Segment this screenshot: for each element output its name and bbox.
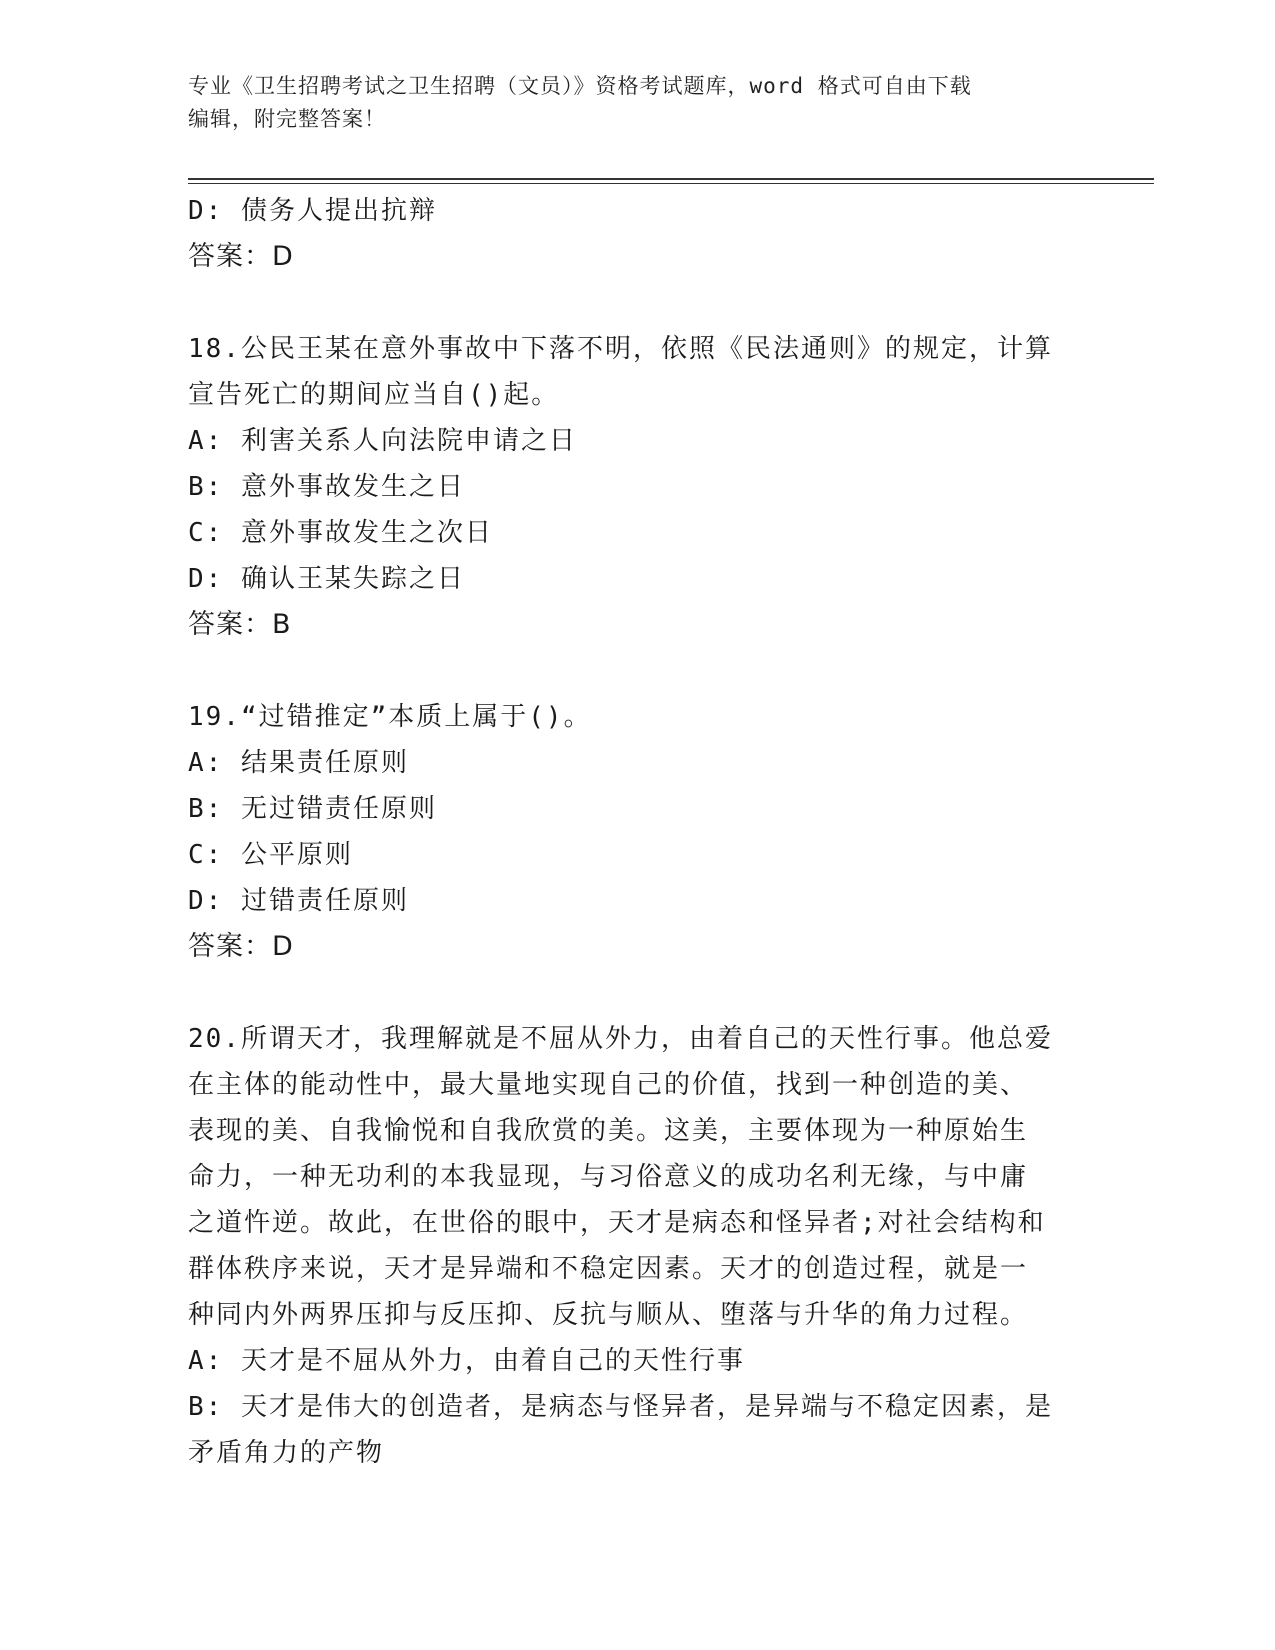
answer: 答案：D — [188, 241, 294, 272]
option-a: A: 天才是不屈从外力，由着自己的天性行事 — [188, 1346, 745, 1376]
question-stem-line: 在主体的能动性中，最大量地实现自己的价值，找到一种创造的美、 — [188, 1070, 1029, 1100]
option-b: B: 天才是伟大的创造者，是病态与怪异者，是异端与不稳定因素，是 — [188, 1392, 1053, 1422]
spacer — [188, 648, 1088, 694]
question-stem-line: 19.“过错推定”本质上属于()。 — [188, 702, 592, 732]
option-d: D: 过错责任原则 — [188, 886, 409, 916]
option-d: D: 确认王某失踪之日 — [188, 564, 465, 594]
header-line-1: 专业《卫生招聘考试之卫生招聘（文员）》资格考试题库，word 格式可自由下载 — [188, 74, 972, 98]
document-header — [188, 70, 1088, 136]
question-stem-line: 宣告死亡的期间应当自()起。 — [188, 380, 560, 410]
option-c: C: 公平原则 — [188, 840, 353, 870]
option-b: B: 意外事故发生之日 — [188, 472, 465, 502]
spacer — [188, 970, 1088, 1016]
question-stem-line: 18.公民王某在意外事故中下落不明，依照《民法通则》的规定，计算 — [188, 334, 1053, 364]
option-b-continued: 矛盾角力的产物 — [188, 1438, 385, 1468]
option-a: A: 利害关系人向法院申请之日 — [188, 426, 577, 456]
question-stem-line: 种同内外两界压抑与反压抑、反抗与顺从、堕落与升华的角力过程。 — [188, 1300, 1029, 1330]
option-a: A: 结果责任原则 — [188, 748, 409, 778]
question-stem-line: 命力，一种无功利的本我显现，与习俗意义的成功名利无缘，与中庸 — [188, 1162, 1029, 1192]
question-stem-line: 群体秩序来说，天才是异端和不稳定因素。天才的创造过程，就是一 — [188, 1254, 1029, 1284]
question-stem-line: 表现的美、自我愉悦和自我欣赏的美。这美，主要体现为一种原始生 — [188, 1116, 1029, 1146]
question-stem-line: 之道忤逆。故此，在世俗的眼中，天才是病态和怪异者;对社会结构和 — [188, 1208, 1046, 1238]
previous-question-tail — [188, 188, 1088, 280]
question-18 — [188, 326, 1088, 648]
question-stem-line: 20.所谓天才，我理解就是不屈从外力，由着自己的天性行事。他总爱 — [188, 1024, 1053, 1054]
question-20 — [188, 1016, 1088, 1476]
answer: 答案：B — [188, 609, 292, 640]
question-19 — [188, 694, 1088, 970]
header-divider-thick — [188, 178, 1154, 180]
spacer — [188, 280, 1088, 326]
header-line-2: 编辑，附完整答案！ — [188, 107, 386, 131]
option-d: D: 债务人提出抗辩 — [188, 196, 437, 226]
question-content — [188, 188, 1088, 1476]
option-c: C: 意外事故发生之次日 — [188, 518, 493, 548]
answer: 答案：D — [188, 931, 294, 962]
header-divider-thin — [188, 183, 1154, 184]
option-b: B: 无过错责任原则 — [188, 794, 437, 824]
